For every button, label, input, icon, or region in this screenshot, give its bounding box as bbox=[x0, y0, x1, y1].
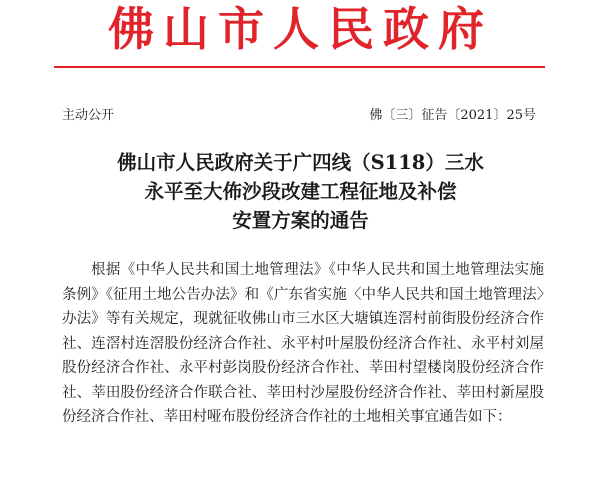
disclosure-label: 主动公开 bbox=[62, 108, 115, 123]
document-title-line-3: 安置方案的通告 bbox=[232, 209, 369, 232]
document-body bbox=[62, 258, 544, 430]
document-title bbox=[40, 148, 561, 235]
document-title-line-1: 佛山市人民政府关于广四线（S118）三水 bbox=[117, 151, 484, 174]
header-red-rule bbox=[54, 66, 545, 68]
document-meta-row bbox=[62, 104, 536, 124]
document-number: 佛〔三〕征告〔2021〕25号 bbox=[369, 108, 536, 123]
document-title-line-2: 永平至大佈沙段改建工程征地及补偿 bbox=[144, 180, 457, 203]
body-paragraph: 根据《中华人民共和国土地管理法》《中华人民共和国土地管理法实施条例》《征用土地公告办法》和《广东省实施〈中华人民共和国土地管理法〉办法》等有关规定，现就征收佛山市三水区大塘镇连滘村前街股份经济合作社、连滘村连滘股份经济合作社、永平村叶屋股份经济合作社、永平村刘屋股份经济合作社、永平村彭岗股份经济合作社、莘田村望楼岗股份经济合作社、莘田股份经济合作联合社、莘田村沙屋股份经济合作社、莘田村新屋股份经济合作社、莘田村哑布股份经济合作社的土地相关事宜通告如下： bbox=[62, 262, 544, 425]
issuer-header-title: 佛山市人民政府 bbox=[108, 2, 493, 56]
